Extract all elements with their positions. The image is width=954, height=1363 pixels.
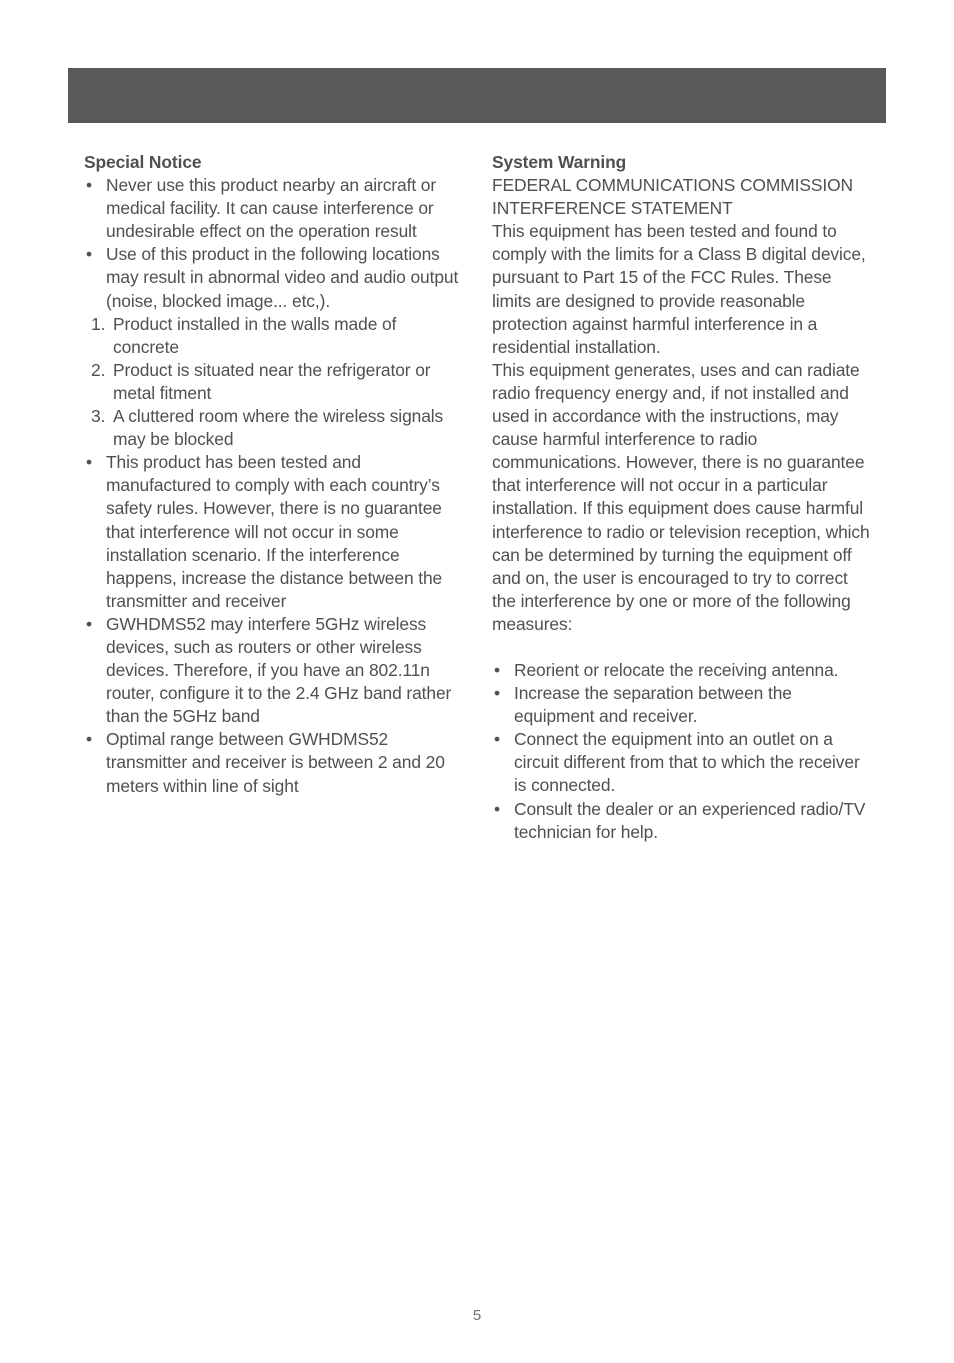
list-item-text: Consult the dealer or an experienced radio/TV technician for help. bbox=[514, 798, 866, 842]
sub-list-number: 1. bbox=[91, 313, 106, 334]
header-band bbox=[68, 68, 886, 123]
list-item-text: Optimal range between GWHDMS52 transmitter and receiver is between 2 and 20 meters within line of sight bbox=[106, 729, 445, 796]
special-notice-section bbox=[84, 151, 464, 798]
list-item bbox=[84, 451, 464, 613]
list-item-text: This product has been tested and manufactured to comply with each country’s safety rules. However, there is no guarantee that interference will not occur in some installation scenario. If the interference happens, increase the distance between the transmitter and receiver bbox=[106, 452, 443, 611]
list-item bbox=[84, 243, 464, 312]
list-item bbox=[492, 798, 874, 844]
bullet-icon: • bbox=[494, 683, 500, 704]
sub-list-item bbox=[84, 405, 464, 451]
list-item bbox=[84, 174, 464, 243]
sub-list-text: A cluttered room where the wireless signals may be blocked bbox=[113, 406, 444, 450]
bullet-icon: • bbox=[494, 729, 500, 750]
system-warning-section bbox=[492, 151, 874, 844]
bullet-icon: • bbox=[494, 659, 500, 680]
sub-list-item bbox=[84, 313, 464, 359]
bullet-icon: • bbox=[86, 729, 92, 750]
system-warning-heading: System Warning bbox=[492, 152, 627, 172]
bullet-icon: • bbox=[86, 244, 92, 265]
fcc-paragraph-2: This equipment generates, uses and can radiate radio frequency energy and, if not installed and used in accordance with the instructions, may cause harmful interference to radio communications. However, there is no guarantee that interference will not occur in a particular installation. If this equipment does cause harmful interference to radio or television reception, which can be determined by turning the equipment off and on, the user is encouraged to try to correct the interference by one or more of the following measures: bbox=[492, 359, 870, 634]
sub-list-item bbox=[84, 359, 464, 405]
page-number: 5 bbox=[472, 1307, 482, 1324]
list-item bbox=[84, 613, 464, 728]
list-item bbox=[492, 659, 874, 682]
special-notice-list-continued bbox=[84, 451, 464, 797]
list-item-text: Reorient or relocate the receiving antenna. bbox=[514, 659, 839, 680]
sub-list-text: Product installed in the walls made of concrete bbox=[113, 313, 397, 357]
list-item bbox=[492, 682, 874, 728]
sub-list-number: 3. bbox=[91, 406, 106, 427]
list-item-text: Increase the separation between the equipment and receiver. bbox=[514, 683, 792, 727]
list-item-text: Connect the equipment into an outlet on a circuit different from that to which the receiver is connected. bbox=[514, 729, 860, 796]
bullet-icon: • bbox=[86, 452, 92, 473]
special-notice-heading: Special Notice bbox=[84, 152, 202, 172]
sub-list-text: Product is situated near the refrigerator or metal fitment bbox=[113, 359, 431, 403]
fcc-measures-list bbox=[492, 659, 874, 844]
fcc-statement-title: FEDERAL COMMUNICATIONS COMMISSION INTERFERENCE STATEMENT bbox=[492, 175, 853, 219]
fcc-paragraph-1: This equipment has been tested and found to comply with the limits for a Class B digital device, pursuant to Part 15 of the FCC Rules. These limits are designed to provide reasonable protection against harmful interference in a residential installation. bbox=[492, 221, 866, 357]
list-item bbox=[492, 728, 874, 797]
list-item-text: Use of this product in the following locations may result in abnormal video and audio output (noise, blocked image... etc,). bbox=[106, 244, 459, 311]
bullet-icon: • bbox=[86, 613, 92, 634]
bullet-icon: • bbox=[86, 175, 92, 196]
location-sublist bbox=[84, 313, 464, 452]
list-item bbox=[84, 728, 464, 797]
list-item-text: GWHDMS52 may interfere 5GHz wireless devices, such as routers or other wireless devices. Therefore, if you have an 802.11n router, configure it to the 2.4 GHz band rather than the 5GHz band bbox=[106, 613, 452, 727]
spacer bbox=[492, 636, 874, 659]
bullet-icon: • bbox=[494, 798, 500, 819]
list-item-text: Never use this product nearby an aircraft or medical facility. It can cause interference or undesirable effect on the operation result bbox=[106, 175, 437, 242]
special-notice-list bbox=[84, 174, 464, 313]
sub-list-number: 2. bbox=[91, 359, 106, 380]
